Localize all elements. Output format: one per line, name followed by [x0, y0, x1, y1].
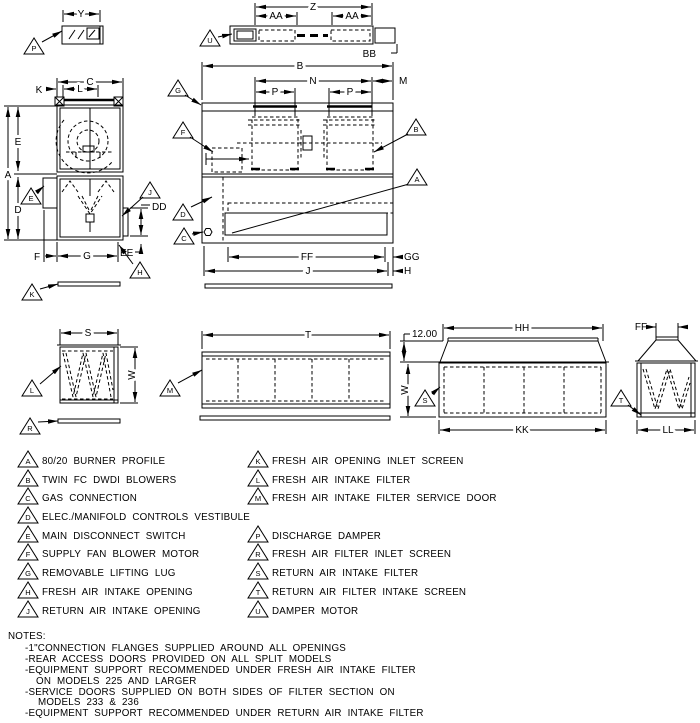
note-line-3b: ON MODELS 225 AND LARGER	[36, 676, 197, 687]
svg-text:S: S	[422, 396, 428, 405]
legend-label-e: MAIN DISCONNECT SWITCH	[42, 531, 186, 542]
dim-label-hh: HH	[514, 323, 530, 334]
legend-flag-j	[18, 601, 38, 617]
fresh-air-filter-view	[20, 328, 138, 434]
flag-d-controls-vestibule	[173, 204, 193, 220]
svg-text:B: B	[25, 476, 31, 485]
legend-label-f: SUPPLY FAN BLOWER MOTOR	[42, 549, 200, 560]
flag-h-fresh-air-opening	[130, 262, 150, 278]
legend-flag-r	[248, 544, 268, 560]
svg-text:G: G	[25, 569, 31, 578]
filter-service-door-view	[160, 330, 390, 420]
svg-text:L: L	[29, 386, 35, 395]
svg-text:S: S	[255, 569, 261, 578]
flag-f-supply-fan-motor	[173, 122, 193, 138]
svg-text:H: H	[137, 268, 143, 277]
discharge-damper-detail-view	[24, 9, 103, 54]
note-line-4b: MODELS 233 & 236	[38, 697, 139, 708]
dim-label-j: J	[305, 266, 311, 277]
dim-label-ff-right: FF	[634, 322, 648, 333]
dim-label-d: D	[14, 205, 22, 216]
dim-label-p-left: P	[271, 87, 279, 98]
svg-text:P: P	[31, 44, 37, 53]
legend-label-l: FRESH AIR INTAKE FILTER	[272, 475, 411, 486]
dim-label-h: H	[404, 266, 412, 277]
dim-label-b: B	[296, 61, 304, 72]
legend-flag-t	[248, 582, 268, 598]
flag-m-filter-service-door	[160, 380, 180, 396]
svg-text:E: E	[25, 532, 31, 541]
dim-label-f: F	[33, 252, 41, 263]
svg-text:K: K	[29, 290, 35, 299]
dim-label-ff: FF	[300, 252, 314, 263]
disconnect-switch-box	[43, 178, 57, 208]
dim-label-g: G	[83, 251, 91, 262]
svg-text:T: T	[618, 396, 624, 405]
flag-k-inlet-screen	[22, 284, 42, 300]
legend-label-p: DISCHARGE DAMPER	[272, 531, 382, 542]
svg-text:U: U	[255, 607, 261, 616]
legend-flag-k	[248, 451, 268, 467]
flag-g-lifting-lug	[168, 80, 188, 96]
legend-flag-e	[18, 526, 38, 542]
dim-label-gg: GG	[404, 252, 420, 263]
return-air-filter-end-view	[611, 322, 698, 436]
svg-text:H: H	[25, 588, 31, 597]
front-elevation-view	[168, 61, 427, 288]
flag-b-blowers	[406, 119, 426, 135]
svg-text:C: C	[25, 494, 31, 503]
svg-text:B: B	[413, 125, 419, 134]
dim-label-p-right: P	[346, 87, 354, 98]
legend-flag-d	[18, 507, 38, 523]
note-line-4: -SERVICE DOORS SUPPLIED ON BOTH SIDES OF FILTER SECTION ON	[25, 687, 395, 698]
filter-inlet-screen-bar	[58, 419, 120, 423]
dim-label-a: A	[4, 170, 12, 181]
dim-label-ee: EE	[120, 248, 134, 259]
dim-label-e: E	[14, 137, 22, 148]
dim-label-bb: BB	[362, 49, 376, 60]
svg-text:R: R	[255, 550, 261, 559]
flag-c-gas-connection	[174, 228, 194, 244]
dim-label-ll: LL	[662, 425, 674, 436]
note-line-5: -EQUIPMENT SUPPORT RECOMMENDED UNDER RETURN AIR INTAKE FILTER	[25, 708, 424, 719]
svg-text:R: R	[27, 424, 33, 433]
legend-label-s: RETURN AIR INTAKE FILTER	[272, 568, 419, 579]
legend-label-m: FRESH AIR INTAKE FILTER SERVICE DOOR	[272, 493, 497, 504]
svg-text:D: D	[25, 513, 31, 522]
legend-label-d: ELEC./MANIFOLD CONTROLS VESTIBULE	[42, 512, 251, 523]
legend-label-a: 80/20 BURNER PROFILE	[42, 456, 166, 467]
dim-label-t: T	[304, 330, 312, 341]
legend-flag-m	[248, 488, 268, 504]
service-door-screen-bar	[200, 416, 390, 420]
svg-text:T: T	[255, 588, 261, 597]
flag-e-disconnect-switch	[21, 188, 41, 204]
dim-label-dd: DD	[152, 202, 167, 213]
damper-assembly-top-view	[200, 2, 397, 60]
legend-label-u: DAMPER MOTOR	[272, 606, 359, 617]
dim-label-n: N	[309, 76, 317, 87]
svg-text:M: M	[166, 386, 174, 395]
fresh-air-inlet-screen-bar	[205, 284, 392, 288]
flag-t-filter-intake-screen	[611, 390, 631, 406]
legend-label-t: RETURN AIR FILTER INTAKE SCREEN	[272, 587, 467, 598]
svg-text:K: K	[255, 457, 261, 466]
svg-text:G: G	[175, 86, 181, 95]
legend-flag-f	[18, 544, 38, 560]
notes-block	[8, 631, 424, 719]
legend-flag-g	[18, 563, 38, 579]
svg-text:D: D	[180, 210, 186, 219]
dim-label-y: Y	[77, 9, 85, 20]
legend-flag-u	[248, 601, 268, 617]
dim-label-k: K	[35, 85, 43, 96]
legend-flag-p	[248, 526, 268, 542]
flag-u-damper-motor	[200, 30, 220, 46]
flag-r-filter-inlet-screen	[20, 418, 40, 434]
note-line-3: -EQUIPMENT SUPPORT RECOMMENDED UNDER FRESH AIR INTAKE FILTER	[25, 665, 416, 676]
dim-label-w-left: W	[127, 370, 138, 380]
svg-text:F: F	[25, 550, 31, 559]
legend-flag-a	[18, 451, 38, 467]
svg-text:E: E	[28, 194, 34, 203]
note-line-1: -1"CONNECTION FLANGES SUPPLIED AROUND ALL OPENINGS	[25, 643, 347, 654]
dim-label-m: M	[399, 76, 408, 87]
legend-label-h: FRESH AIR INTAKE OPENING	[42, 587, 193, 598]
svg-text:C: C	[181, 234, 187, 243]
legend-flag-l	[248, 470, 268, 486]
note-line-2: -REAR ACCESS DOORS PROVIDED ON ALL SPLIT MODELS	[25, 654, 332, 665]
dim-label-12: 12.00	[412, 329, 438, 340]
legend-label-k: FRESH AIR OPENING INLET SCREEN	[272, 456, 464, 467]
legend-label-b: TWIN FC DWDI BLOWERS	[42, 475, 177, 486]
flag-a-burner-profile	[407, 169, 427, 185]
svg-text:A: A	[25, 457, 31, 466]
notes-title: NOTES:	[8, 631, 46, 642]
flag-j-return-air-opening	[140, 182, 160, 198]
svg-text:A: A	[414, 175, 420, 184]
svg-text:F: F	[180, 128, 186, 137]
dim-label-z: Z	[309, 2, 317, 13]
legend-label-g: REMOVABLE LIFTING LUG	[42, 568, 176, 579]
legend-flag-c	[18, 488, 38, 504]
svg-text:M: M	[254, 494, 262, 503]
legend-label-j: RETURN AIR INTAKE OPENING	[42, 606, 201, 617]
dim-label-s: S	[84, 328, 92, 339]
svg-text:U: U	[207, 36, 213, 45]
legend-flag-b	[18, 470, 38, 486]
flag-p-discharge-damper	[24, 38, 44, 54]
dim-label-c: C	[86, 77, 94, 88]
dim-label-aa-right: AA	[345, 11, 359, 22]
dim-label-w-right: W	[400, 385, 411, 395]
legend	[18, 451, 497, 617]
side-inlet-screen-bar	[58, 282, 120, 286]
legend-label-r: FRESH AIR FILTER INLET SCREEN	[272, 549, 452, 560]
return-air-filter-side-view	[400, 323, 609, 436]
svg-text:L: L	[255, 476, 261, 485]
dim-label-aa-left: AA	[269, 11, 283, 22]
flag-l-fresh-air-filter	[22, 380, 42, 396]
dim-label-l: L	[77, 84, 83, 95]
legend-flag-s	[248, 563, 268, 579]
legend-label-c: GAS CONNECTION	[42, 493, 138, 504]
flag-s-return-air-filter	[415, 390, 435, 406]
dim-label-kk: KK	[515, 425, 529, 436]
legend-flag-h	[18, 582, 38, 598]
side-elevation-view	[4, 77, 166, 300]
svg-text:J: J	[26, 607, 30, 616]
svg-text:P: P	[255, 532, 261, 541]
svg-text:J: J	[148, 188, 152, 197]
